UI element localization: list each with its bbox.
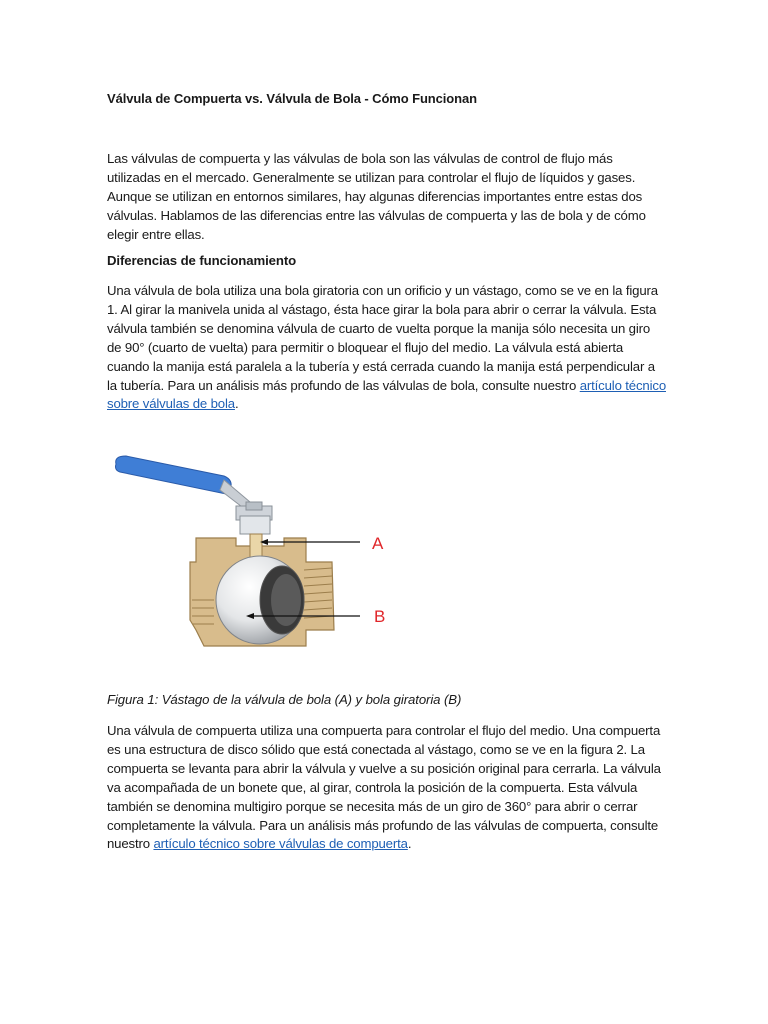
figure-caption: Figura 1: Vástago de la válvula de bola (A) y bola giratoria (B) — [107, 692, 462, 707]
ball-valve-paragraph — [107, 282, 667, 414]
valve-stem-nut — [236, 502, 272, 534]
valve-ball — [216, 556, 304, 644]
ball-valve-text-end: . — [234, 396, 239, 412]
valve-handle — [116, 456, 251, 510]
intro-paragraph: Las válvulas de compuerta y las válvulas de bola son las válvulas de control de flujo más utilizadas en el mercado. Generalmente se utilizan para controlar el flujo de líquidos y gases. Aunque se utilizan en entornos similares, hay algunas diferencias importantes entre estas dos válvulas. Hablamos de las diferencias entre las válvulas de compuerta y las de bola y de cómo elegir entre ellas. — [107, 151, 646, 242]
figure-label-a: A — [372, 534, 384, 553]
gate-valve-text: Una válvula de compuerta utiliza una compuerta para controlar el flujo del medio. Una compuerta es una estructura de disco sólido que está conectada al vástago, como se ve en la figura 2. La compuerta se levanta para abrir la válvula y vuelve a su posición original para cerrarla. La válvula va acompañada de un bonete que, al girar, controla la posición de la compuerta. Esta válvula también se denomina multigiro porque se necesita más de un giro de 360° para abrir o cerrar completamente la válvula. Para un análisis más profundo de las válvulas de compuerta, consulte nuestro — [107, 723, 661, 852]
gate-valve-article-link[interactable]: artículo técnico sobre válvulas de compuerta — [153, 836, 408, 852]
section-heading: Diferencias de funcionamiento — [107, 253, 297, 268]
gate-valve-paragraph — [107, 722, 667, 854]
ball-valve-article-link[interactable]: artículo técnico sobre válvulas de bola — [107, 377, 666, 412]
gate-valve-text-end: . — [407, 836, 412, 852]
ball-valve-text: Una válvula de bola utiliza una bola giratoria con un orificio y un vástago, como se ve en la figura 1. Al girar la manivela unida al vástago, ésta hace girar la bola para abrir o cerrar la válvula. Esta válvula también se denomina válvula de cuarto de vuelta porque la manija sólo necesita un giro de 90° (cuarto de vuelta) para permitir o bloquear el flujo del medio. La válvula está abierta cuando la manija está paralela a la tubería y está cerrada cuando la manija está perpendicular a la tubería. Para un análisis más profundo de las válvulas de bola, consulte nuestro — [107, 283, 658, 393]
ball-valve-figure — [100, 450, 420, 660]
document-title: Válvula de Compuerta vs. Válvula de Bola - Cómo Funcionan — [107, 91, 477, 106]
figure-label-b: B — [374, 607, 386, 626]
